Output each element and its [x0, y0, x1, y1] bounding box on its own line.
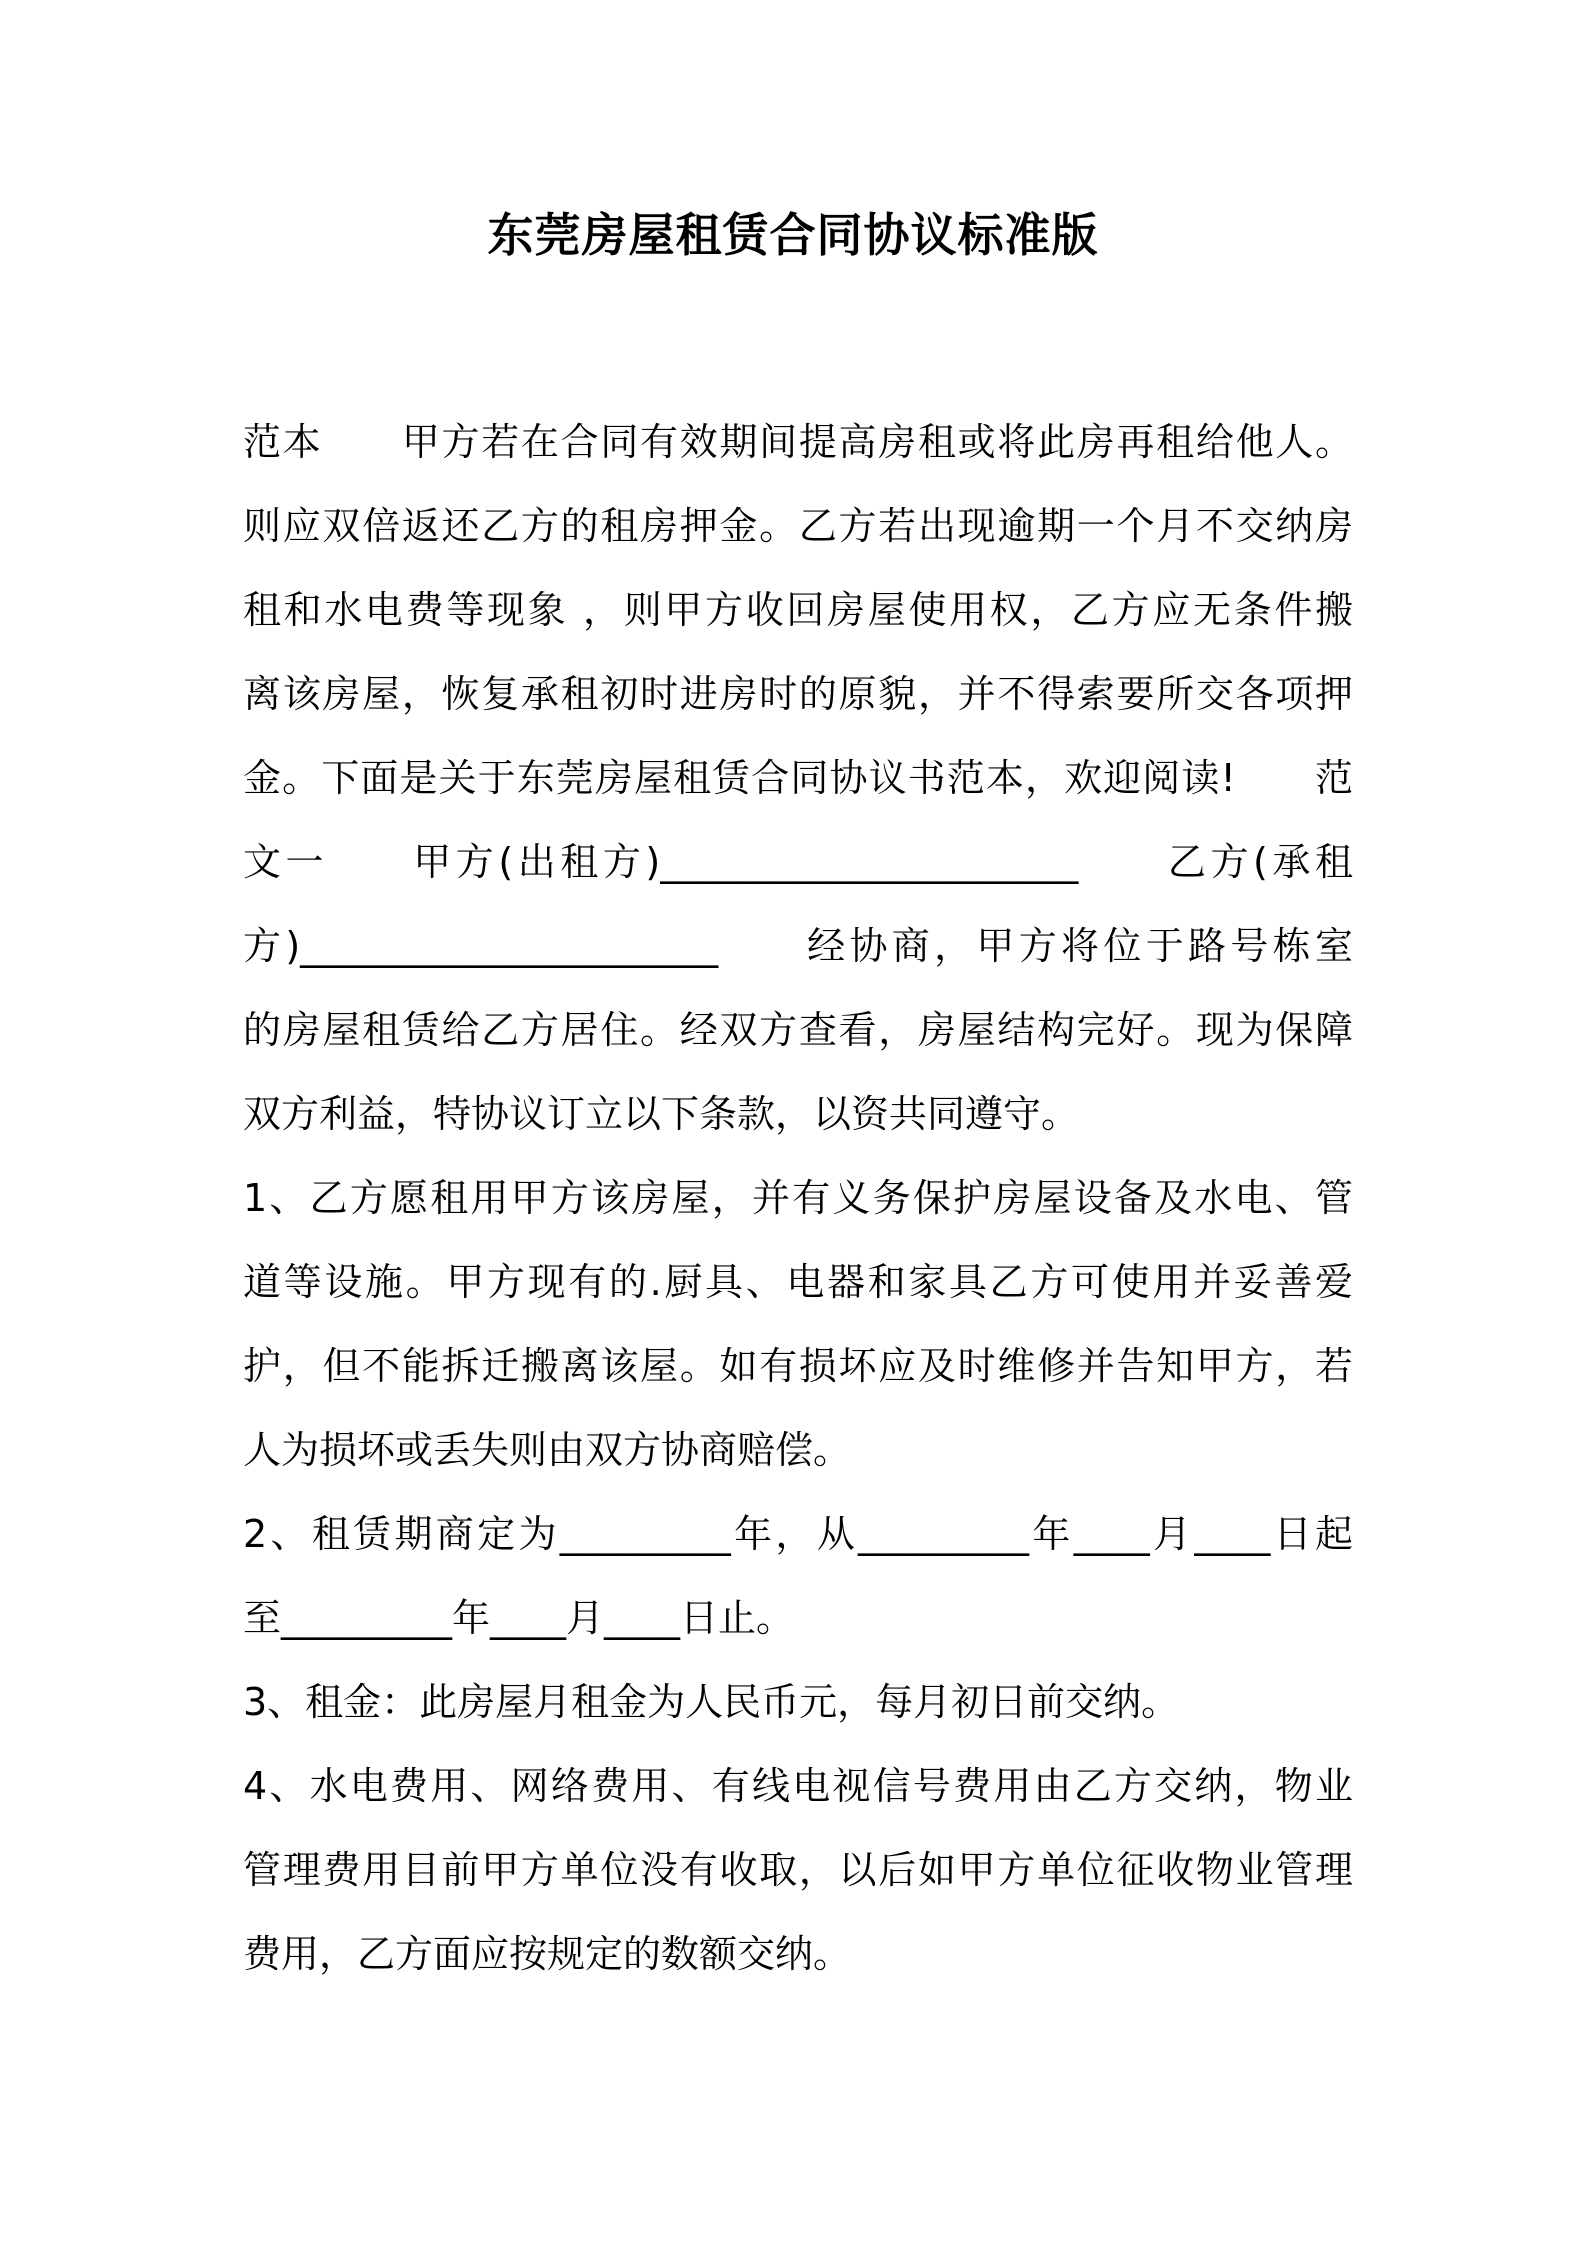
- text-line: 金。下面是关于东莞房屋租赁合同协议书范本，欢迎阅读! 范: [243, 756, 1353, 800]
- document-body: [243, 400, 1353, 1996]
- text-line: 1、乙方愿租用甲方该房屋，并有义务保护房屋设备及水电、管: [243, 1176, 1353, 1220]
- document-title: 东莞房屋租赁合同协议标准版: [487, 208, 1099, 262]
- paragraph-intro: [243, 400, 1353, 1156]
- text-line: 离该房屋，恢复承租初时进房时的原貌，并不得索要所交各项押: [243, 672, 1353, 716]
- text-line: 费用，乙方面应按规定的数额交纳。: [243, 1932, 852, 1976]
- clause-4: [243, 1744, 1353, 1996]
- text-line: 至_________年____月____日止。: [243, 1596, 795, 1640]
- text-line: 护，但不能拆迁搬离该屋。如有损坏应及时维修并告知甲方，若: [243, 1344, 1353, 1388]
- text-line: 3、租金：此房屋月租金为人民币元，每月初日前交纳。: [243, 1680, 1180, 1724]
- clause-1: [243, 1156, 1353, 1492]
- text-line: 文一 甲方(出租方)______________________ 乙方(承租: [243, 840, 1353, 884]
- text-line: 4、水电费用、网络费用、有线电视信号费用由乙方交纳，物业: [243, 1764, 1353, 1808]
- text-line: 范本 甲方若在合同有效期间提高房租或将此房再租给他人。: [243, 420, 1353, 464]
- clause-2: [243, 1492, 1353, 1660]
- text-line: 道等设施。甲方现有的.厨具、电器和家具乙方可使用并妥善爱: [243, 1260, 1353, 1304]
- clause-3: [243, 1660, 1353, 1744]
- text-line: 人为损坏或丢失则由双方协商赔偿。: [243, 1428, 852, 1472]
- text-line: 的房屋租赁给乙方居住。经双方查看，房屋结构完好。现为保障: [243, 1008, 1353, 1052]
- text-line: 租和水电费等现象 ，则甲方收回房屋使用权，乙方应无条件搬: [243, 588, 1353, 632]
- text-line: 管理费用目前甲方单位没有收取，以后如甲方单位征收物业管理: [243, 1848, 1353, 1892]
- text-line: 2、租赁期商定为_________年，从_________年____月____日起: [243, 1512, 1353, 1556]
- text-line: 方)______________________ 经协商，甲方将位于路号栋室: [243, 924, 1353, 968]
- text-line: 双方利益，特协议订立以下条款，以资共同遵守。: [243, 1092, 1080, 1136]
- text-line: 则应双倍返还乙方的租房押金。乙方若出现逾期一个月不交纳房: [243, 504, 1353, 548]
